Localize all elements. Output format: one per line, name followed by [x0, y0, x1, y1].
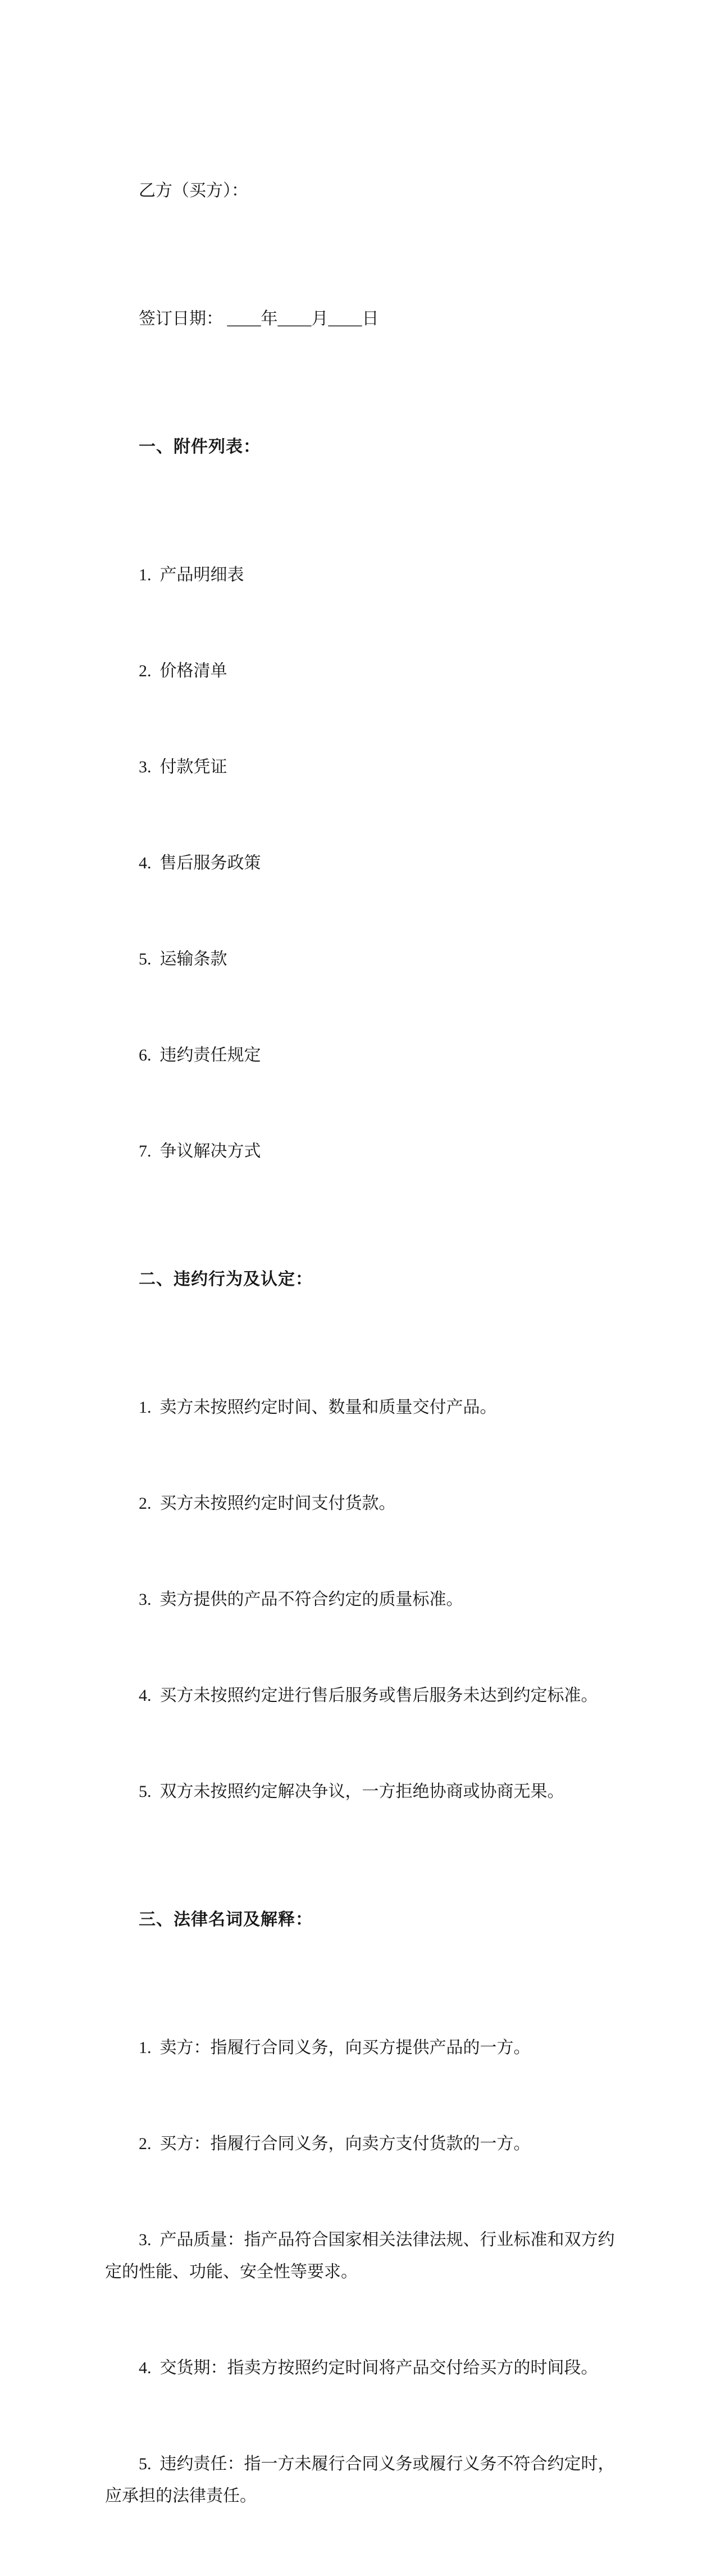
section-2-item-1: 1. 卖方未按照约定时间、数量和质量交付产品。	[139, 1398, 497, 1417]
section-1-item-1: 1. 产品明细表	[139, 566, 244, 584]
section-3-item-4: 4. 交货期：指卖方按照约定时间将产品交付给买方的时间段。	[139, 2359, 598, 2377]
section-3-item-2: 2. 买方：指履行合同义务，向卖方支付货款的一方。	[139, 2134, 531, 2153]
section-1-item-5: 5. 运输条款	[139, 950, 227, 968]
section-3-heading: 三、法律名词及解释：	[139, 1910, 313, 1929]
sign-date-line: 签订日期： ____年____月____日	[139, 310, 379, 328]
section-3-item-1: 1. 卖方：指履行合同义务，向买方提供产品的一方。	[139, 2038, 531, 2057]
section-2-heading: 二、违约行为及认定：	[139, 1269, 313, 1289]
section-2-item-5: 5. 双方未按照约定解决争议，一方拒绝协商或协商无果。	[139, 1782, 564, 1801]
section-3-item-3: 3. 产品质量：指产品符合国家相关法律法规、行业标准和双方约定的性能、功能、安全性等要求。	[105, 2231, 615, 2281]
section-2-item-3: 3. 卖方提供的产品不符合约定的质量标准。	[139, 1590, 463, 1609]
section-2-item-4: 4. 买方未按照约定进行售后服务或售后服务未达到约定标准。	[139, 1686, 598, 1705]
section-1-item-4: 4. 售后服务政策	[139, 854, 261, 872]
section-2-item-2: 2. 买方未按照约定时间支付货款。	[139, 1494, 396, 1513]
section-1-item-2: 2. 价格清单	[139, 662, 227, 680]
section-1-item-7: 7. 争议解决方式	[139, 1142, 261, 1160]
section-1-item-6: 6. 违约责任规定	[139, 1046, 261, 1064]
party-b-line: 乙方（买方）：	[139, 181, 248, 200]
section-1-heading: 一、附件列表：	[139, 437, 261, 457]
section-3-item-5: 5. 违约责任：指一方未履行合同义务或履行义务不符合约定时，应承担的法律责任。	[105, 2455, 615, 2505]
section-1-item-3: 3. 付款凭证	[139, 758, 227, 776]
